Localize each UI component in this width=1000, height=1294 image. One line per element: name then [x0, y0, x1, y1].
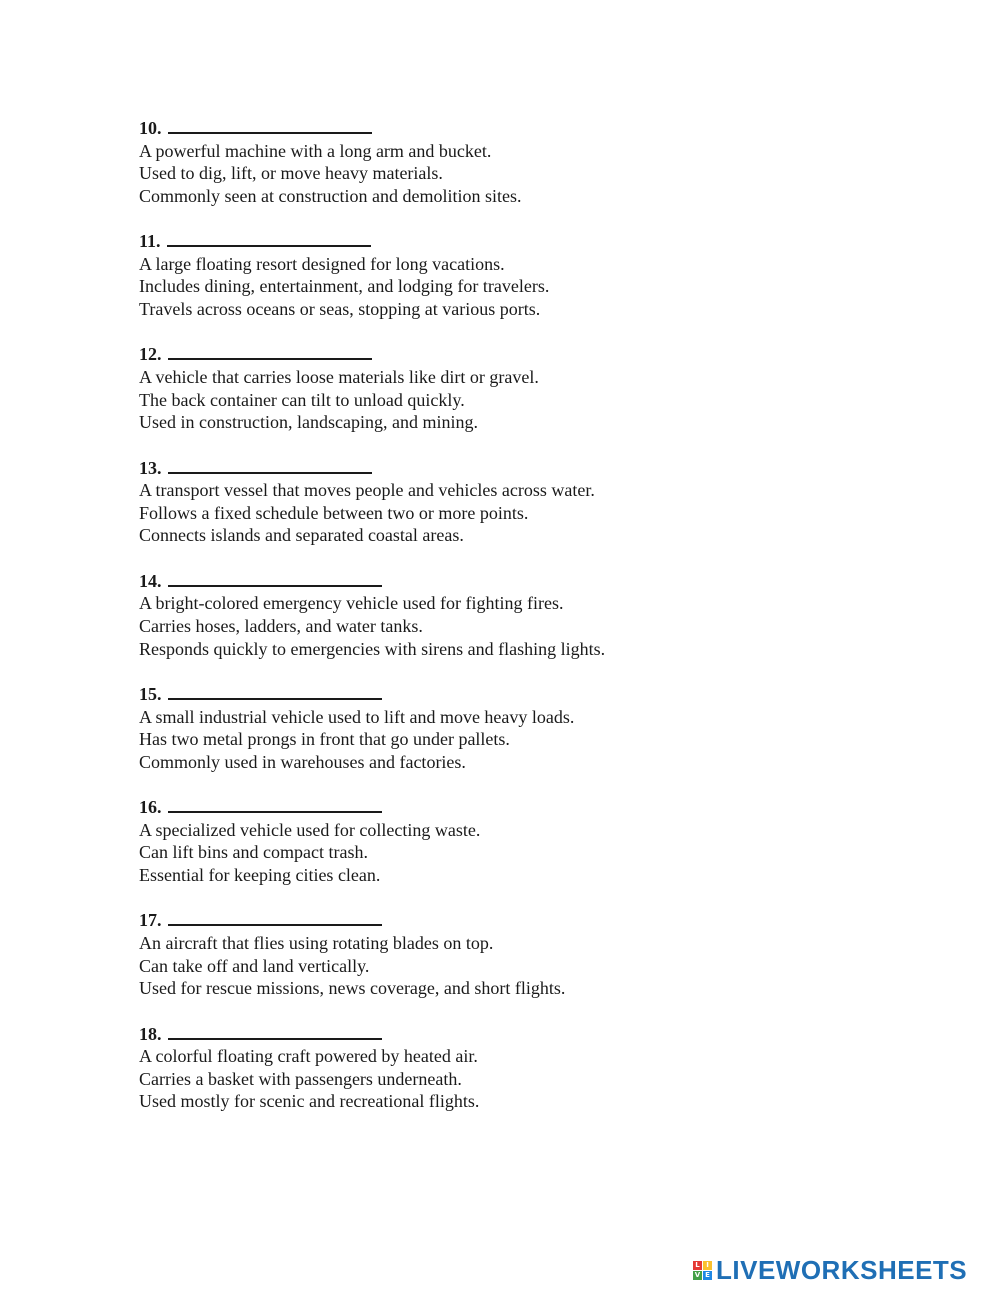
item-number: 14. — [139, 570, 162, 591]
item-number: 17. — [139, 910, 162, 931]
clue-item-16 — [139, 795, 899, 908]
clue-item-14 — [139, 569, 899, 682]
clue-line: Carries a basket with passengers underneath. — [139, 1068, 462, 1089]
logo-mark-i: I — [703, 1261, 712, 1270]
clue-line: Essential for keeping cities clean. — [139, 864, 381, 885]
clue-line: An aircraft that flies using rotating blades on top. — [139, 932, 494, 953]
clue-line: Connects islands and separated coastal areas. — [139, 525, 464, 546]
clue-line: Responds quickly to emergencies with sirens and flashing lights. — [139, 638, 606, 659]
answer-blank[interactable] — [168, 456, 372, 474]
logo-text: LIVEWORKSHEETS — [716, 1254, 968, 1285]
clue-line: A large floating resort designed for long vacations. — [139, 253, 505, 274]
liveworksheets-logo-icon — [693, 1261, 712, 1280]
answer-blank[interactable] — [168, 569, 382, 587]
clue-item-12 — [139, 342, 899, 455]
clue-line: A vehicle that carries loose materials like dirt or gravel. — [139, 366, 539, 387]
item-number: 11. — [139, 231, 161, 252]
answer-blank[interactable] — [168, 1022, 382, 1040]
clue-item-15 — [139, 682, 899, 795]
item-number: 10. — [139, 118, 162, 138]
clue-line: Used in construction, landscaping, and mining. — [139, 412, 478, 433]
clue-line: Used for rescue missions, news coverage, and short flights. — [139, 978, 566, 999]
answer-blank[interactable] — [168, 795, 382, 813]
clue-item-11 — [139, 229, 899, 342]
logo-mark-v: V — [694, 1270, 701, 1279]
clue-line: A colorful floating craft powered by heated air. — [139, 1046, 478, 1067]
clue-line: Used to dig, lift, or move heavy materials. — [139, 163, 443, 184]
item-number: 15. — [139, 683, 162, 704]
clue-line: Follows a fixed schedule between two or more points. — [139, 502, 529, 523]
clue-line: A small industrial vehicle used to lift and move heavy loads. — [139, 706, 575, 727]
logo-mark-l: L — [693, 1261, 702, 1270]
clue-line: Carries hoses, ladders, and water tanks. — [139, 615, 423, 636]
clue-line: Can take off and land vertically. — [139, 955, 370, 976]
clue-line: Used mostly for scenic and recreational flights. — [139, 1091, 480, 1112]
logo-mark-e: E — [703, 1271, 712, 1280]
clue-item-18 — [139, 1022, 899, 1135]
answer-blank[interactable] — [168, 342, 372, 360]
liveworksheets-logo[interactable] — [693, 1255, 967, 1285]
clue-line: A bright-colored emergency vehicle used for fighting fires. — [139, 593, 564, 614]
answer-blank[interactable] — [168, 682, 382, 700]
clue-line: The back container can tilt to unload quickly. — [139, 389, 465, 410]
clue-item-17 — [139, 908, 899, 1021]
clue-item-13 — [139, 456, 899, 569]
clue-item-10 — [139, 116, 899, 229]
clue-line: A transport vessel that moves people and vehicles across water. — [139, 480, 595, 501]
item-number: 16. — [139, 797, 162, 818]
answer-blank[interactable] — [168, 116, 372, 134]
item-number: 12. — [139, 344, 162, 365]
clue-line: Travels across oceans or seas, stopping at various ports. — [139, 298, 541, 319]
clue-line: Includes dining, entertainment, and lodging for travelers. — [139, 276, 550, 297]
clue-line: A powerful machine with a long arm and bucket. — [139, 140, 492, 161]
worksheet-body — [139, 116, 899, 1135]
clue-line: Commonly seen at construction and demolition sites. — [139, 185, 522, 206]
answer-blank[interactable] — [168, 908, 382, 926]
clue-line: Commonly used in warehouses and factories. — [139, 751, 466, 772]
answer-blank[interactable] — [167, 229, 371, 247]
clue-line: Has two metal prongs in front that go under pallets. — [139, 729, 510, 750]
item-number: 18. — [139, 1023, 162, 1044]
item-number: 13. — [139, 457, 162, 478]
clue-line: A specialized vehicle used for collecting waste. — [139, 819, 481, 840]
clue-line: Can lift bins and compact trash. — [139, 842, 368, 863]
